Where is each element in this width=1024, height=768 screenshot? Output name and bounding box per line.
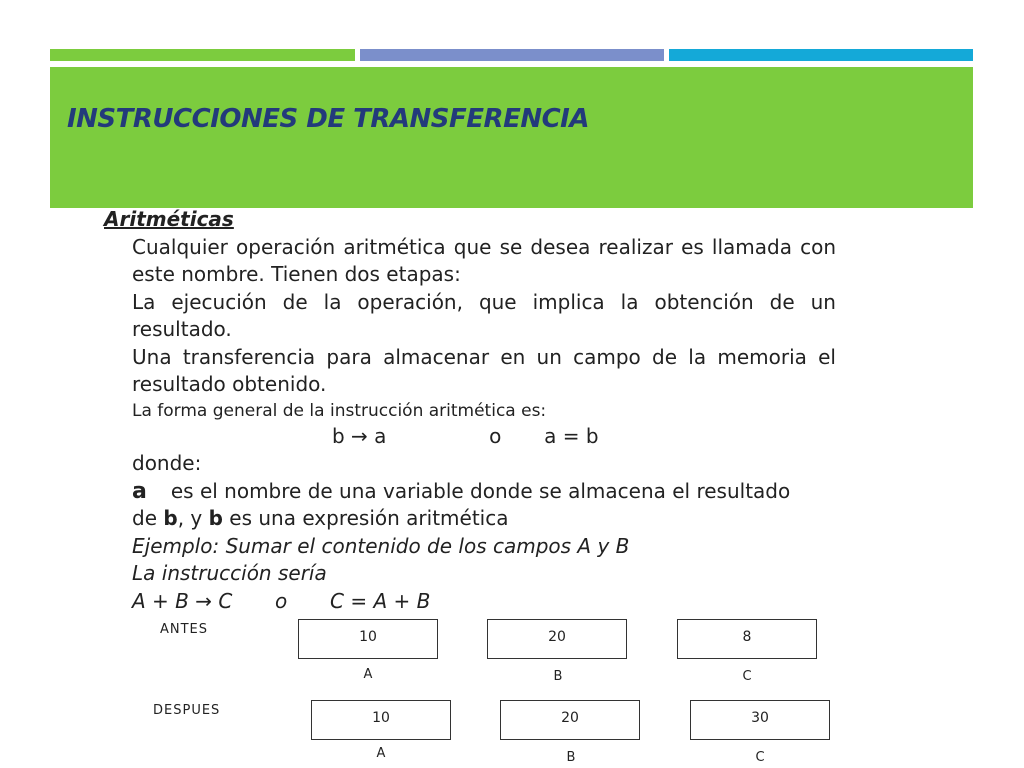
formula-or: o (489, 423, 502, 448)
paragraph-definition (104, 234, 836, 289)
definition-b-prefix: de (132, 506, 164, 530)
general-formula (104, 423, 836, 451)
antes-label: ANTES (160, 622, 209, 637)
despues-name-c: C (755, 750, 765, 765)
antes-box-c: 8 (677, 619, 817, 659)
despues-box-b: 20 (500, 700, 640, 740)
antes-name-c: C (742, 669, 752, 684)
paragraph-line: resultado. (132, 317, 232, 341)
definition-b (104, 505, 836, 533)
paragraph-transfer (104, 344, 836, 399)
paragraph-line: La ejecución de la operación, que implica la obtención de un (132, 289, 836, 314)
example-formula-or: o (275, 588, 288, 613)
despues-box-a: 10 (311, 700, 451, 740)
antes-box-b: 20 (487, 619, 627, 659)
example-formula-equals: C = A + B (330, 588, 431, 613)
example-text: Ejemplo: Sumar el contenido de los campos A y B (132, 533, 630, 558)
example-formula (104, 588, 836, 616)
variable-b-second: b (208, 506, 223, 530)
section-heading: Aritméticas (104, 207, 234, 231)
title-banner (50, 67, 973, 208)
variable-a: a (132, 478, 147, 504)
definition-b-text: es una expresión aritmética (222, 506, 509, 530)
general-form-text: La forma general de la instrucción aritmética es: (132, 400, 547, 421)
definition-a (104, 478, 836, 506)
despues-box-c: 30 (690, 700, 830, 740)
paragraph-execution (104, 289, 836, 344)
antes-name-b: B (553, 669, 563, 684)
instruction-text: La instrucción sería (132, 561, 327, 585)
example-formula-arrow: A + B → C (132, 588, 233, 613)
slide-title: INSTRUCCIONES DE TRANSFERENCIA (67, 104, 589, 134)
antes-name-a: A (363, 667, 373, 682)
formula-arrow: b → a (332, 423, 387, 448)
despues-name-b: B (566, 750, 576, 765)
top-accent-bar-cyan (669, 49, 973, 61)
formula-equals: a = b (544, 423, 599, 448)
definition-a-text: es el nombre de una variable donde se almacena el resultado (170, 478, 791, 503)
slide-body (104, 206, 836, 615)
donde-label: donde: (132, 451, 202, 475)
despues-name-a: A (376, 746, 386, 761)
paragraph-line: este nombre. Tienen dos etapas: (132, 262, 461, 286)
despues-label: DESPUES (153, 703, 221, 718)
definition-b-joiner: , y (177, 506, 209, 530)
top-accent-bar-blue (360, 49, 664, 61)
antes-box-a: 10 (298, 619, 438, 659)
paragraph-line: Una transferencia para almacenar en un campo de la memoria el (132, 344, 836, 369)
paragraph-line: Cualquier operación aritmética que se desea realizar es llamada con (132, 234, 836, 259)
variable-b: b (163, 506, 178, 530)
paragraph-line: resultado obtenido. (132, 372, 327, 396)
top-accent-bar-green (50, 49, 355, 61)
